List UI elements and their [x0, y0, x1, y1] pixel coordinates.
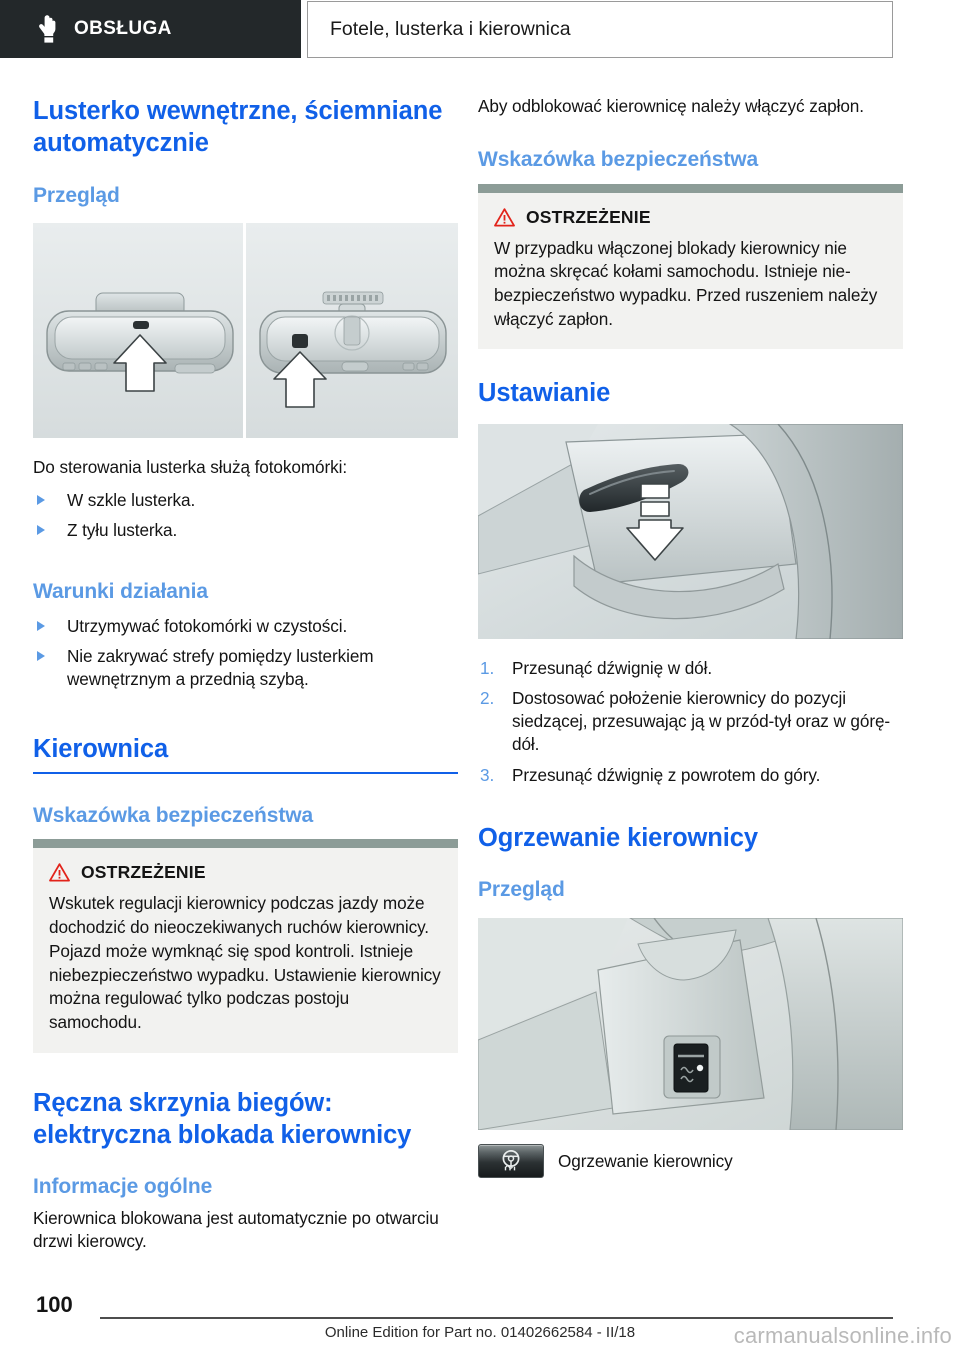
page-number: 100 — [36, 1292, 73, 1317]
heading-manual-gearbox-lock: Ręczna skrzynia biegów: elektryczna blokada kierownicy — [33, 1088, 412, 1150]
heading-steering-wheel-heating: Ogrzewanie kierownicy — [478, 823, 758, 852]
legend-label: Ogrzewanie kierownicy — [558, 1150, 733, 1171]
step-number: 2. — [480, 688, 495, 709]
steering-wheel-heating-button[interactable] — [478, 1144, 544, 1178]
step-text: Przesunąć dźwignię z powrotem do góry. — [512, 764, 821, 785]
sensor-list — [33, 489, 458, 542]
list-item-text: Nie zakrywać strefy pomiędzy lusterkiem wewnętrznym a przednią szybą. — [67, 646, 374, 690]
list-item-text: Utrzymywać fotokomórki w czystości. — [67, 616, 348, 636]
figure-interior-mirrors — [33, 223, 458, 438]
step-number: 3. — [480, 764, 495, 785]
figure-steering-column-lever — [478, 424, 903, 639]
triangle-bullet-icon — [37, 495, 45, 505]
warning-title: OSTRZEŻENIE — [81, 862, 206, 883]
warning-triangle-icon — [494, 208, 515, 227]
mirror-intro-text: Do sterowania lusterka służą fotokomórki: — [33, 457, 348, 478]
legend-heating-button — [478, 1144, 903, 1178]
list-item — [478, 687, 903, 757]
list-item-text: W szkle lusterka. — [67, 490, 196, 511]
subheading-overview-heating: Przegląd — [478, 878, 565, 902]
list-item — [33, 645, 458, 691]
breadcrumb[interactable] — [307, 1, 893, 58]
subheading-safety-note-right: Wskazówka bezpieczeństwa — [478, 148, 759, 172]
heading-steering-wheel: Kierownica — [33, 733, 458, 774]
right-column — [478, 95, 903, 1178]
warning-title: OSTRZEŻENIE — [526, 206, 651, 227]
unlock-steering-text: Aby odblokować kierownicę należy włączyć zapłon. — [478, 96, 864, 116]
breadcrumb-label: Fotele, lusterka i kierownica — [330, 18, 571, 40]
edition-note: Online Edition for Part no. 01402662584 - II/18 — [324, 1324, 636, 1341]
footer-divider — [100, 1317, 893, 1319]
step-text: Przesunąć dźwignię w dół. — [512, 657, 713, 678]
warning-top-bar — [33, 839, 458, 848]
steering-wheel-heating-icon — [496, 1149, 526, 1173]
page-footer — [0, 1282, 960, 1362]
subheading-general-info: Informacje ogólne — [33, 1175, 213, 1199]
pointing-hand-icon — [36, 14, 58, 44]
list-item — [33, 489, 458, 512]
subheading-operating-conditions: Warunki działania — [33, 579, 208, 603]
list-item — [33, 519, 458, 542]
triangle-bullet-icon — [37, 651, 45, 661]
subheading-safety-note-left: Wskazówka bezpieczeństwa — [33, 804, 314, 828]
general-info-text: Kierownica blokowana jest automatycznie po otwarciu drzwi kierowcy. — [33, 1207, 439, 1251]
warning-text: W przypadku włączonej blokady kierownicy nie można skręcać kołami samochodu. Istnieje niebezpieczeństwo wypadku. Przed ruszeniem należy włączyć zapłon. — [494, 237, 878, 329]
list-item — [478, 657, 903, 680]
list-item-text: Z tyłu lusterka. — [67, 520, 178, 541]
conditions-list — [33, 615, 458, 692]
list-item — [33, 615, 458, 638]
page-header — [0, 0, 960, 62]
step-number: 1. — [480, 657, 495, 678]
subheading-overview-mirror: Przegląd — [33, 183, 120, 207]
heading-auto-dimming-mirror: Lusterko wewnętrzne, ściemniane automatycznie — [33, 97, 443, 158]
watermark: carmanualsonline.info — [733, 1323, 952, 1348]
section-tab-label: OBSŁUGA — [74, 18, 172, 39]
warning-text: Wskutek regulacji kierownicy podczas jazdy może dochodzić do nieoczekiwanych ruchów kierownicy. Pojazd może wymknąć się spod kontroli. Istnieje niebezpieczeństwo wypadku. Ustawienie kierownicy można regulować tylko podczas postoju samochodu. — [49, 893, 441, 1032]
warning-box-lock — [478, 184, 903, 350]
warning-top-bar — [478, 184, 903, 193]
list-item — [478, 764, 903, 787]
left-column — [33, 95, 458, 1253]
figure-steering-wheel-heating-button — [478, 918, 903, 1130]
adjust-steps-list — [478, 657, 903, 787]
heading-adjusting: Ustawianie — [478, 379, 611, 408]
warning-box-steering — [33, 839, 458, 1052]
step-text: Dostosować położenie kierownicy do pozycji siedzącej, przesuwając ją w przód-tył oraz w górę-dół. — [512, 688, 891, 755]
warning-triangle-icon — [49, 863, 70, 882]
triangle-bullet-icon — [37, 525, 45, 535]
triangle-bullet-icon — [37, 621, 45, 631]
section-tab-obsluga[interactable] — [0, 0, 301, 58]
